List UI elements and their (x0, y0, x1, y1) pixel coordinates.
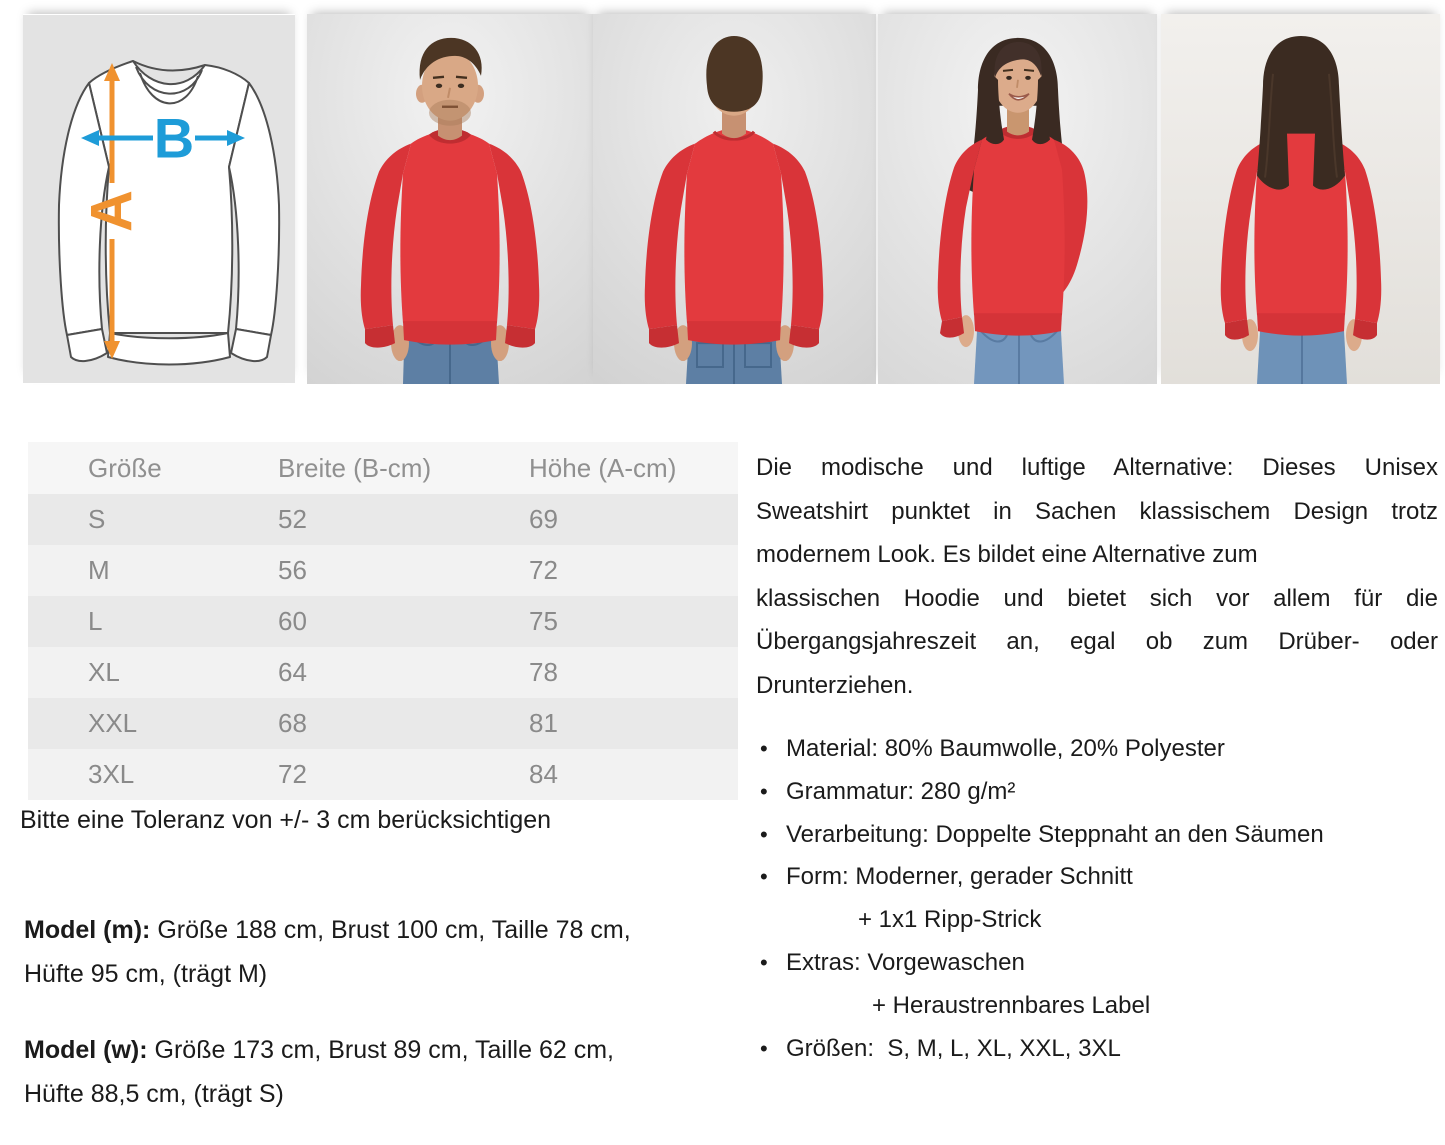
measurement-diagram (23, 14, 295, 384)
model-w-line1: Model (w): Größe 173 cm, Brust 89 cm, Taille 62 cm, (24, 1036, 614, 1064)
size-cell: L (28, 596, 277, 647)
tolerance-note: Bitte eine Toleranz von +/- 3 cm berücksichtigen (20, 806, 552, 834)
photo-male-model-back (593, 14, 876, 384)
header-groesse: Größe (28, 442, 277, 494)
description-line: modernem Look. Es bildet eine Alternative zum (756, 541, 1258, 568)
model-m-label: Model (m): (24, 916, 151, 944)
bullet-icon: • (760, 736, 768, 761)
height-cell: 69 (528, 494, 738, 545)
height-cell: 75 (528, 596, 738, 647)
feature-sub-ripp-strick: + 1x1 Ripp-Strick (858, 906, 1042, 934)
width-cell: 68 (277, 698, 528, 749)
model-m-line2: Hüfte 95 cm, (trägt M) (24, 960, 268, 988)
model-m-line1: Model (m): Größe 188 cm, Brust 100 cm, Taille 78 cm, (24, 916, 631, 944)
feature-sub-label: + Heraustrennbares Label (872, 991, 1151, 1019)
model-w-info (24, 1028, 614, 1116)
photo-female-model-front (878, 14, 1157, 384)
height-cell: 72 (528, 545, 738, 596)
bullet-icon: • (760, 821, 768, 847)
feature-item-material: • Material: 80% Baumwolle, 20% Polyester (756, 728, 1438, 771)
description-line: klassischen Hoodie und bietet sich vor allem für die (756, 584, 1438, 612)
bullet-icon: • (760, 864, 768, 890)
feature-item-verarbeitung: • Verarbeitung: Doppelte Steppnaht an den Säumen (756, 814, 1438, 857)
table-header-row (28, 442, 738, 494)
model-m-info (24, 908, 631, 996)
bullet-icon: • (760, 949, 768, 975)
photo-female-model-back (1161, 14, 1440, 384)
feature-list (756, 728, 1438, 1070)
size-cell: 3XL (28, 749, 277, 800)
size-cell: XXL (28, 698, 277, 749)
feature-item-extras: • Extras: Vorgewaschen + Heraustrennbares Label (756, 942, 1438, 1028)
female-front-illustration (878, 14, 1157, 384)
beard (429, 100, 471, 126)
sweatshirt (361, 129, 540, 348)
height-cell: 78 (528, 647, 738, 698)
header-hoehe: Höhe (A-cm) (528, 442, 738, 494)
table-row (28, 545, 738, 596)
height-cell: 81 (528, 698, 738, 749)
header-breite: Breite (B-cm) (277, 442, 528, 494)
model-w-label: Model (w): (24, 1036, 148, 1064)
description-line: Übergangsjahreszeit an, egal ob zum Drüber- oder (756, 628, 1438, 655)
feature-item-grammatur: • Grammatur: 280 g/m² (756, 771, 1438, 814)
table-row (28, 647, 738, 698)
sweatshirt (645, 128, 824, 348)
size-cell: XL (28, 647, 277, 698)
male-front-illustration (307, 14, 593, 384)
male-back-illustration (593, 14, 876, 384)
measurement-diagram-panel (23, 14, 295, 384)
description-line: Drunterziehen. (756, 671, 914, 699)
model-w-line2: Hüfte 88,5 cm, (trägt S) (24, 1080, 284, 1108)
female-back-illustration (1161, 14, 1440, 384)
height-cell: 84 (528, 749, 738, 800)
table-row (28, 749, 738, 800)
hair (706, 36, 762, 112)
feature-item-form: • Form: Moderner, gerader Schnitt + 1x1 Ripp-Strick (756, 856, 1438, 942)
sweatshirt (1221, 128, 1382, 340)
width-cell: 72 (277, 749, 528, 800)
bullet-icon: • (760, 778, 768, 804)
photo-male-model-front (307, 14, 593, 384)
width-cell: 64 (277, 647, 528, 698)
width-cell: 56 (277, 545, 528, 596)
label-b: B (153, 106, 195, 170)
description-paragraph (756, 446, 1438, 707)
table-row (28, 494, 738, 545)
size-cell: S (28, 494, 277, 545)
width-cell: 52 (277, 494, 528, 545)
width-cell: 60 (277, 596, 528, 647)
bullet-icon: • (760, 1035, 768, 1061)
feature-item-groessen: • Größen: S, M, L, XL, XXL, 3XL (756, 1028, 1438, 1071)
table-row (28, 596, 738, 647)
table-row (28, 698, 738, 749)
description-line: Die modische und luftige Alternative: Dieses Unisex (756, 454, 1438, 481)
size-cell: M (28, 545, 277, 596)
description-line: Sweatshirt punktet in Sachen klassischem Design trotz (756, 497, 1438, 525)
label-a: A (79, 190, 145, 232)
size-table (28, 442, 738, 800)
